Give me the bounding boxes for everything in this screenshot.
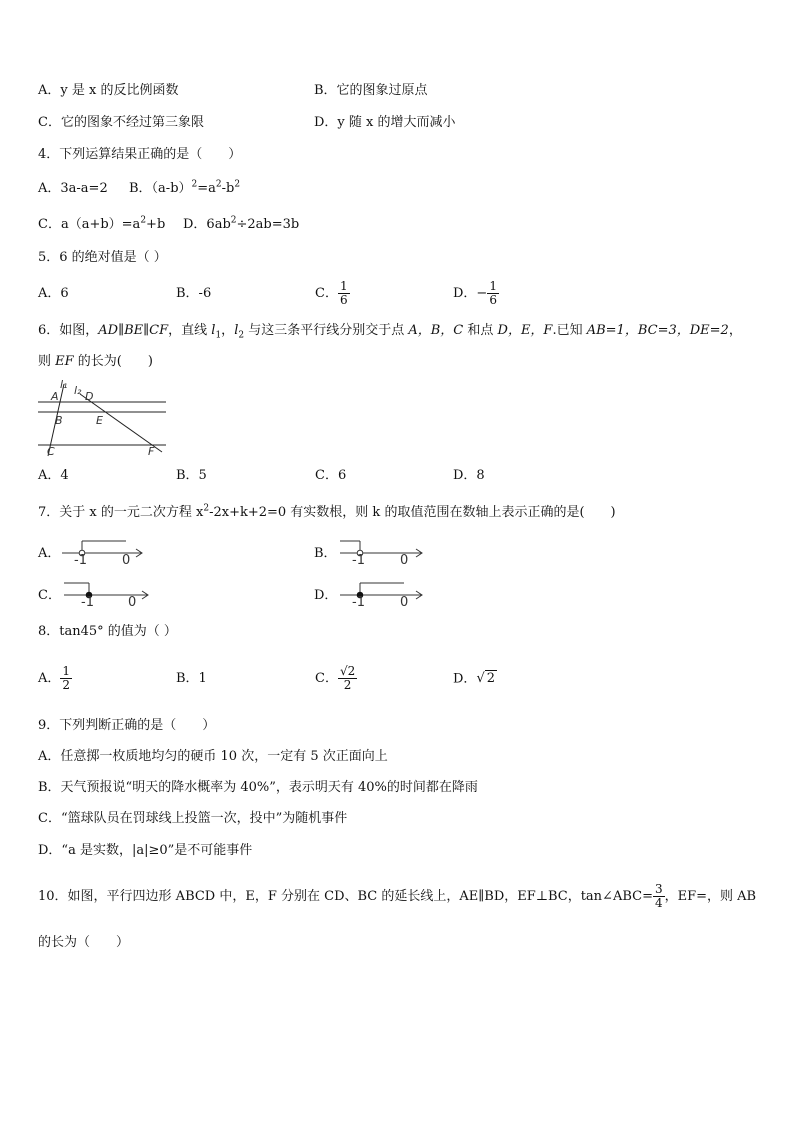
q5-option-d: D．− $\frac{1}{6}$ xyxy=(453,279,497,307)
number-line-b xyxy=(338,536,426,570)
label-l1: l₁ xyxy=(60,378,68,391)
q8-option-d: D．√ 2 xyxy=(453,671,496,687)
fraction-one-sixth: $\frac{1}{6}$ xyxy=(339,279,348,307)
fraction-one-sixth: $\frac{1}{6}$ xyxy=(489,279,497,307)
q7-option-c-label: C． xyxy=(38,588,61,603)
tick-neg1: -1 xyxy=(352,595,365,610)
label-d: D xyxy=(85,390,94,403)
q6-option-a: A．4 xyxy=(38,468,69,483)
q4-option-a: A．3a-a=2 xyxy=(38,181,108,196)
q9-option-c: C．“篮球队员在罚球线上投篮一次，投中”为随机事件 xyxy=(38,811,348,826)
q8-option-a: A． $\frac{1}{2}$ xyxy=(38,664,71,692)
tick-neg1: -1 xyxy=(81,595,94,610)
q5-option-a: A．6 xyxy=(38,286,69,301)
tick-zero: 0 xyxy=(122,553,131,568)
fraction-three-quarters: $\frac{3}{4}$ xyxy=(654,882,663,910)
q4-option-d: D．$6ab^2\div 2ab=3b$ xyxy=(183,215,300,232)
q4-option-b: B．$(a-b)^2=a^2-b^2$ xyxy=(129,179,241,196)
q10-stem-line2: 的长为（ ） xyxy=(38,935,130,950)
q8-option-c: C． $\frac{√2}{2}$ xyxy=(315,664,356,692)
q8-stem: 8．tan45° 的值为（ ） xyxy=(38,624,177,639)
fraction-one-half: $\frac{1}{2}$ xyxy=(62,664,71,692)
q4-stem: 4．下列运算结果正确的是（ ） xyxy=(38,147,242,162)
q6-stem-line1: 6．如图，AD∥BE∥CF，直线 $l_1$，$l_2$ 与这三条平行线分别交于点 A，B，C 和点 D，E，F.已知 AB=1，BC=3，DE=2， xyxy=(38,323,742,341)
q10-stem-line1: 10．如图，平行四边形 ABCD 中，E，F 分别在 CD、BC 的延长线上，AE∥BD，EF⊥BC，tan∠ABC= $\frac{3}{4}$ ，EF=，则 AB xyxy=(38,882,757,910)
q3-option-a: A．y 是 x 的反比例函数 xyxy=(38,83,179,98)
label-b: B xyxy=(55,414,63,427)
q4-option-c: C．$a(a+b)=a^2+b$ xyxy=(38,215,166,232)
parallel-lines-figure xyxy=(36,380,170,460)
tick-neg1: -1 xyxy=(74,553,87,568)
tick-neg1: -1 xyxy=(352,553,365,568)
q5-option-c: C． $\frac{1}{6}$ xyxy=(315,279,348,307)
q6-option-d: D．8 xyxy=(453,468,485,483)
q3-option-d: D．y 随 x 的增大而减小 xyxy=(314,115,456,130)
label-e: E xyxy=(96,414,103,427)
sqrt-symbol: √ xyxy=(339,664,348,678)
tick-zero: 0 xyxy=(128,595,137,610)
number-line-a xyxy=(60,536,146,570)
q7-stem: 7．关于 x 的一元二次方程 $x^2-2x+k+2=0$ 有实数根，则 k 的取值范围在数轴上表示正确的是( ) xyxy=(38,503,616,520)
q3-option-c: C．它的图象不经过第三象限 xyxy=(38,115,204,130)
q9-option-a: A．任意掷一枚质地均匀的硬币 10 次，一定有 5 次正面向上 xyxy=(38,749,388,764)
number-line-c xyxy=(62,578,152,612)
q6-option-c: C．6 xyxy=(315,468,347,483)
q5-option-b: B．-6 xyxy=(176,286,212,301)
sqrt-two: √ 2 xyxy=(476,671,496,686)
label-l2: l₂ xyxy=(74,384,82,397)
q7-option-a-label: A． xyxy=(38,546,61,561)
label-f: F xyxy=(148,445,155,458)
q8-option-b: B．1 xyxy=(176,671,207,686)
q7-option-b-label: B． xyxy=(314,546,337,561)
q6-stem-line2: 则 EF 的长为( ) xyxy=(38,354,153,369)
q9-option-b: B．天气预报说“明天的降水概率为 40%”，表示明天有 40%的时间都在降雨 xyxy=(38,780,478,795)
tick-zero: 0 xyxy=(400,553,409,568)
q5-stem: 5．6 的绝对值是（ ） xyxy=(38,250,167,265)
q7-option-d-label: D． xyxy=(314,588,338,603)
q6-option-b: B．5 xyxy=(176,468,207,483)
q3-option-b: B．它的图象过原点 xyxy=(314,83,428,98)
label-c: C xyxy=(47,445,55,458)
number-line-d xyxy=(338,578,426,612)
label-a: A xyxy=(51,390,59,403)
q9-option-d: D．“a 是实数，|a|≥0”是不可能事件 xyxy=(38,843,253,858)
tick-zero: 0 xyxy=(400,595,409,610)
q9-stem: 9．下列判断正确的是（ ） xyxy=(38,718,216,733)
fraction-sqrt2-over-2: $\frac{√2}{2}$ xyxy=(339,664,356,692)
